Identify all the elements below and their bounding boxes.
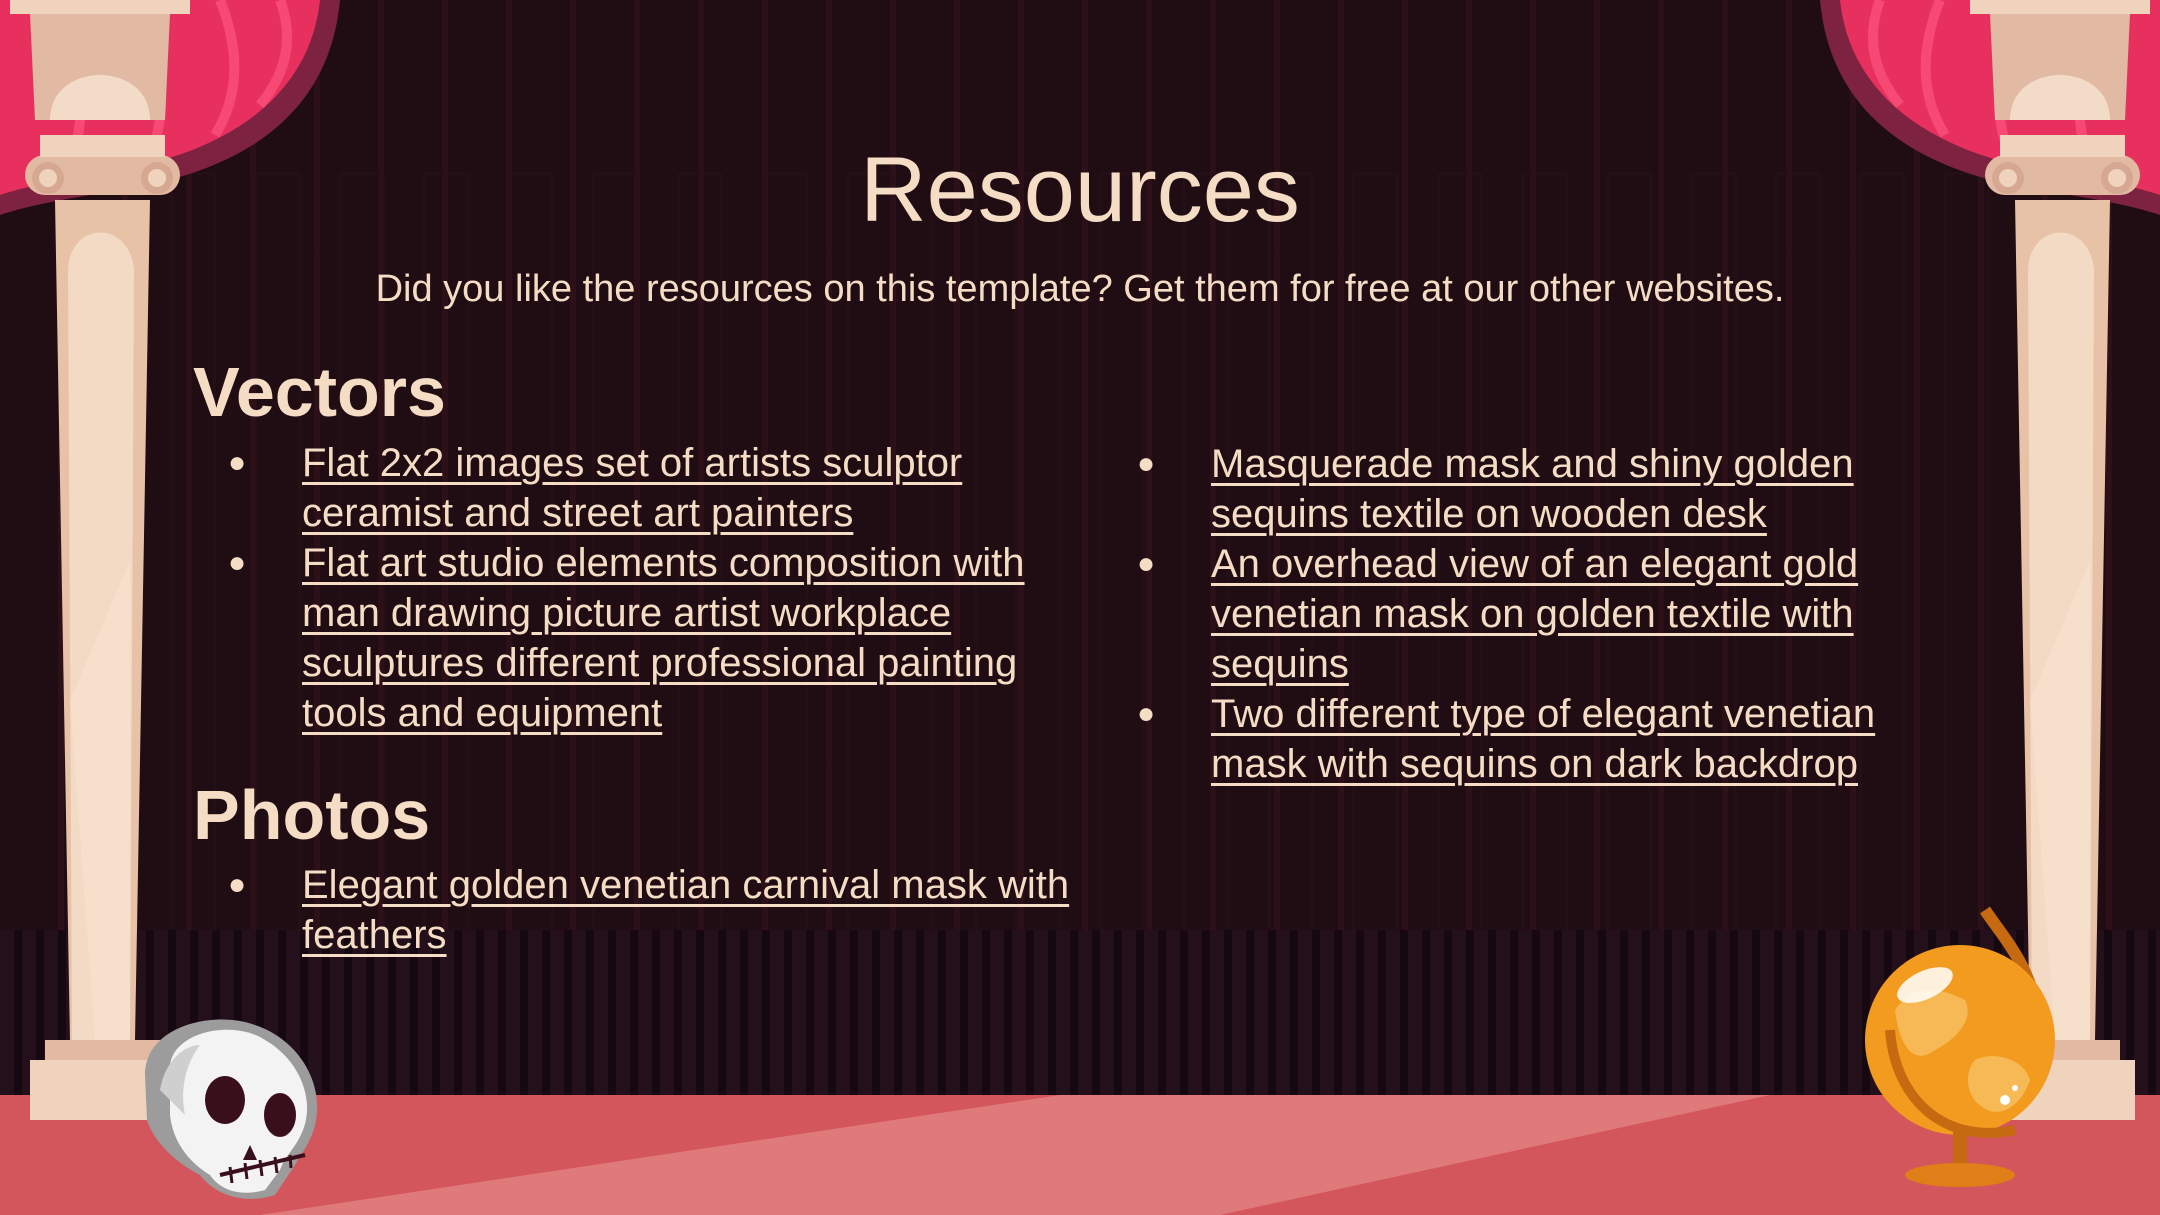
bullet-icon: ● — [1137, 547, 1156, 580]
resource-link[interactable]: An overhead view of an elegant gold venetian mask on golden textile with sequins — [1211, 542, 1859, 686]
resource-link[interactable]: Flat art studio elements composition with man drawing picture artist workplace sculptures different professional painting tools and equipment — [302, 541, 1025, 735]
resource-link[interactable]: Elegant golden venetian carnival mask with feathers — [302, 863, 1070, 957]
list-item — [228, 538, 1088, 738]
page-subtitle: Did you like the resources on this template? Get them for free at our other websites. — [375, 268, 1785, 310]
resource-link[interactable]: Masquerade mask and shiny golden sequins textile on wooden desk — [1211, 442, 1854, 536]
photos-heading: Photos — [193, 776, 431, 854]
vectors-heading: Vectors — [193, 353, 446, 431]
bullet-icon: ● — [228, 546, 247, 579]
bullet-icon: ● — [228, 446, 247, 479]
page-title: Resources — [860, 139, 1300, 241]
resource-link[interactable]: Flat 2x2 images set of artists sculptor ceramist and street art painters — [302, 441, 963, 535]
vectors-list — [228, 438, 1088, 738]
bullet-icon: ● — [1137, 447, 1156, 480]
list-item — [1137, 689, 1947, 789]
bullet-icon: ● — [1137, 697, 1156, 730]
skull-icon — [125, 1005, 335, 1205]
photos-list-continued — [1137, 439, 1947, 789]
list-item — [228, 438, 1088, 538]
globe-icon — [1855, 900, 2065, 1200]
list-item — [1137, 439, 1947, 539]
bullet-icon: ● — [228, 868, 247, 901]
list-item — [1137, 539, 1947, 689]
photos-list — [228, 860, 1088, 960]
list-item — [228, 860, 1088, 960]
resource-link[interactable]: Two different type of elegant venetian mask with sequins on dark backdrop — [1211, 692, 1876, 786]
